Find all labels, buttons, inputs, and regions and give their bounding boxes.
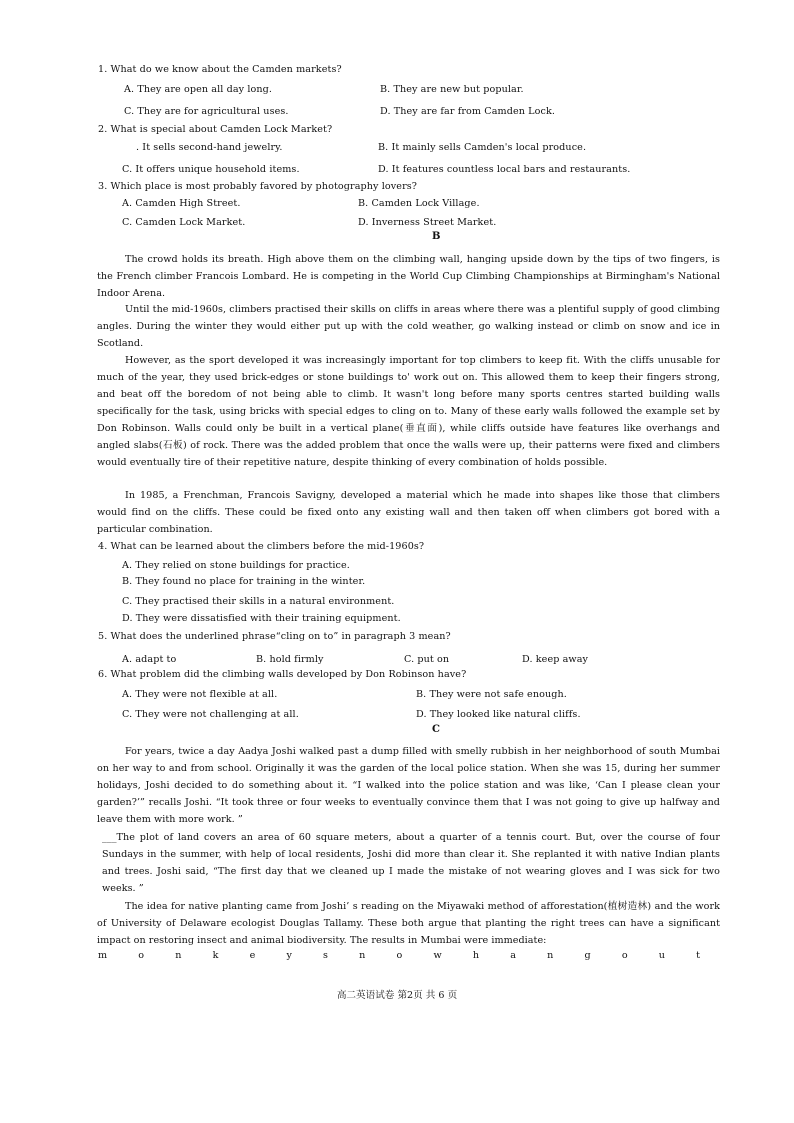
spaced-letter: s <box>323 950 328 961</box>
spaced-letter: e <box>249 950 256 961</box>
question-4-option-c: C. They practised their skills in a natural environment. <box>122 596 395 607</box>
spaced-letter: h <box>472 950 480 961</box>
question-6-option-c: C. They were not challenging at all. <box>122 709 299 720</box>
spaced-letter: w <box>433 950 442 961</box>
section-b-heading: B <box>432 231 441 242</box>
passage-b-paragraph-1: The crowd holds its breath. High above them on the climbing wall, hanging upside down by the tips of two fingers, is the French climber Francois Lombard. He is competing in the World Cup Climbing Championships at Birmingham's National Indoor Arena. <box>97 254 720 299</box>
question-2-option-b: B. It mainly sells Camden's local produce. <box>378 142 587 153</box>
question-5-option-d: D. keep away <box>522 654 589 665</box>
question-6-stem: 6. What problem did the climbing walls developed by Don Robinson have? <box>98 669 467 680</box>
passage-c-paragraph-3: The idea for native planting came from Joshi’ s reading on the Miyawaki method of afforestation(植树造林) and the work of University of Delaware ecologist Douglas Tallamy. These both argue that planting the right trees can have a significant impact on restoring insect and animal biodiversity. The results in Mumbai were immediate: <box>97 901 720 946</box>
passage-b-paragraph-2: Until the mid-1960s, climbers practised their skills on cliffs in areas where there was a plentiful supply of good climbing angles. During the winter they would either put up with the cold weather, go walking instead or climb on snow and ice in Scotland. <box>97 304 720 349</box>
question-3-option-b: B. Camden Lock Village. <box>358 198 480 209</box>
spaced-letter: k <box>212 950 219 961</box>
question-1-stem: 1. What do we know about the Camden markets? <box>98 64 342 75</box>
question-6-option-b: B. They were not safe enough. <box>416 689 567 700</box>
question-2-option-c: C. It offers unique household items. <box>122 164 300 175</box>
question-3-option-c: C. Camden Lock Market. <box>122 217 246 228</box>
spaced-letter: o <box>396 950 403 961</box>
question-3-option-d: D. Inverness Street Market. <box>358 217 497 228</box>
spaced-letter: y <box>286 950 292 961</box>
question-4-option-b: B. They found no place for training in the winter. <box>122 576 366 587</box>
passage-b-paragraph-4: In 1985, a Frenchman, Francois Savigny, developed a material which he made into shapes like those that climbers would find on the cliffs. These could be fixed onto any existing wall and then taken off when climbers got bored with a particular combination. <box>97 490 720 535</box>
question-1-option-d: D. They are far from Camden Lock. <box>380 106 556 117</box>
question-1-option-a: A. They are open all day long. <box>124 84 273 95</box>
question-4-option-a: A. They relied on stone buildings for practice. <box>122 560 350 571</box>
question-4-option-d: D. They were dissatisfied with their training equipment. <box>122 613 401 624</box>
question-6-option-a: A. They were not flexible at all. <box>122 689 278 700</box>
question-2-option-d: D. It features countless local bars and restaurants. <box>378 164 631 175</box>
question-5-stem: 5. What does the underlined phrase“cling on to” in paragraph 3 mean? <box>98 631 451 642</box>
spaced-letter: o <box>621 950 628 961</box>
spaced-letter: u <box>658 950 665 961</box>
page-footer: 高二英语试卷 第2页 共 6 页 <box>336 990 458 1001</box>
question-6-option-d: D. They looked like natural cliffs. <box>416 709 581 720</box>
question-4-stem: 4. What can be learned about the climbers before the mid-1960s? <box>98 541 425 552</box>
question-3-stem: 3. Which place is most probably favored by photography lovers? <box>98 181 418 192</box>
question-1-option-b: B. They are new but popular. <box>380 84 524 95</box>
spaced-letter: n <box>359 950 366 961</box>
question-1-option-c: C. They are for agricultural uses. <box>124 106 289 117</box>
question-2-option-a: . It sells second-hand jewelry. <box>136 142 283 153</box>
question-5-option-a: A. adapt to <box>122 654 177 665</box>
question-5-option-c: C. put on <box>404 654 450 665</box>
question-5-option-b: B. hold firmly <box>256 654 324 665</box>
spaced-letter: t <box>696 950 700 961</box>
spaced-letter: a <box>510 950 516 961</box>
passage-c-paragraph-2: ___The plot of land covers an area of 60 square meters, about a quarter of a tennis court. But, over the course of four Sundays in the summer, with help of local residents, Joshi did more than clear it. She replanted it with native Indian plants and trees. Joshi said, “The first day that we cleaned up I made the mistake of not wearing gloves and I was sick for two weeks. ” <box>102 832 720 894</box>
spaced-letter: n <box>175 950 182 961</box>
question-3-option-a: A. Camden High Street. <box>122 198 241 209</box>
spaced-letter: n <box>547 950 554 961</box>
passage-b-paragraph-3: However, as the sport developed it was increasingly important for top climbers to keep fit. With the cliffs unusable for much of the year, they used brick-edges or stone buildings to' work out on. This allowed them to keep their fingers strong, and beat off the boredom of not being able to climb. It wasn't long before many sports centres started building walls specifically for the task, using bricks with special edges to cling on to. Many of these early walls followed the example set by Don Robinson. Walls could only be built in a vertical plane(垂直面), while cliffs outside have features like overhangs and angled slabs(石板) of rock. There was the added problem that once the walls were up, their patterns were fixed and climbers would eventually tire of their repetitive nature, despite thinking of every combination of holds possible. <box>97 355 720 468</box>
question-2-stem: 2. What is special about Camden Lock Market? <box>98 124 333 135</box>
passage-c-paragraph-1: For years, twice a day Aadya Joshi walked past a dump filled with smelly rubbish in her neighborhood of south Mumbai on her way to and from school. Originally it was the garden of the local police station. When she was 15, during her summer holidays, Joshi decided to do something about it. “I walked into the police station and was like, ‘Can I please clean your garden?’” recalls Joshi. “It took three or four weeks to eventually convince them that I was not going to give up halfway and leave them with more work. ” <box>97 746 720 825</box>
section-c-heading: C <box>432 724 440 735</box>
spaced-letter: m <box>98 950 108 961</box>
spaced-letter: o <box>138 950 145 961</box>
spaced-letter: g <box>584 950 591 961</box>
spaced-letter-line <box>98 950 700 961</box>
